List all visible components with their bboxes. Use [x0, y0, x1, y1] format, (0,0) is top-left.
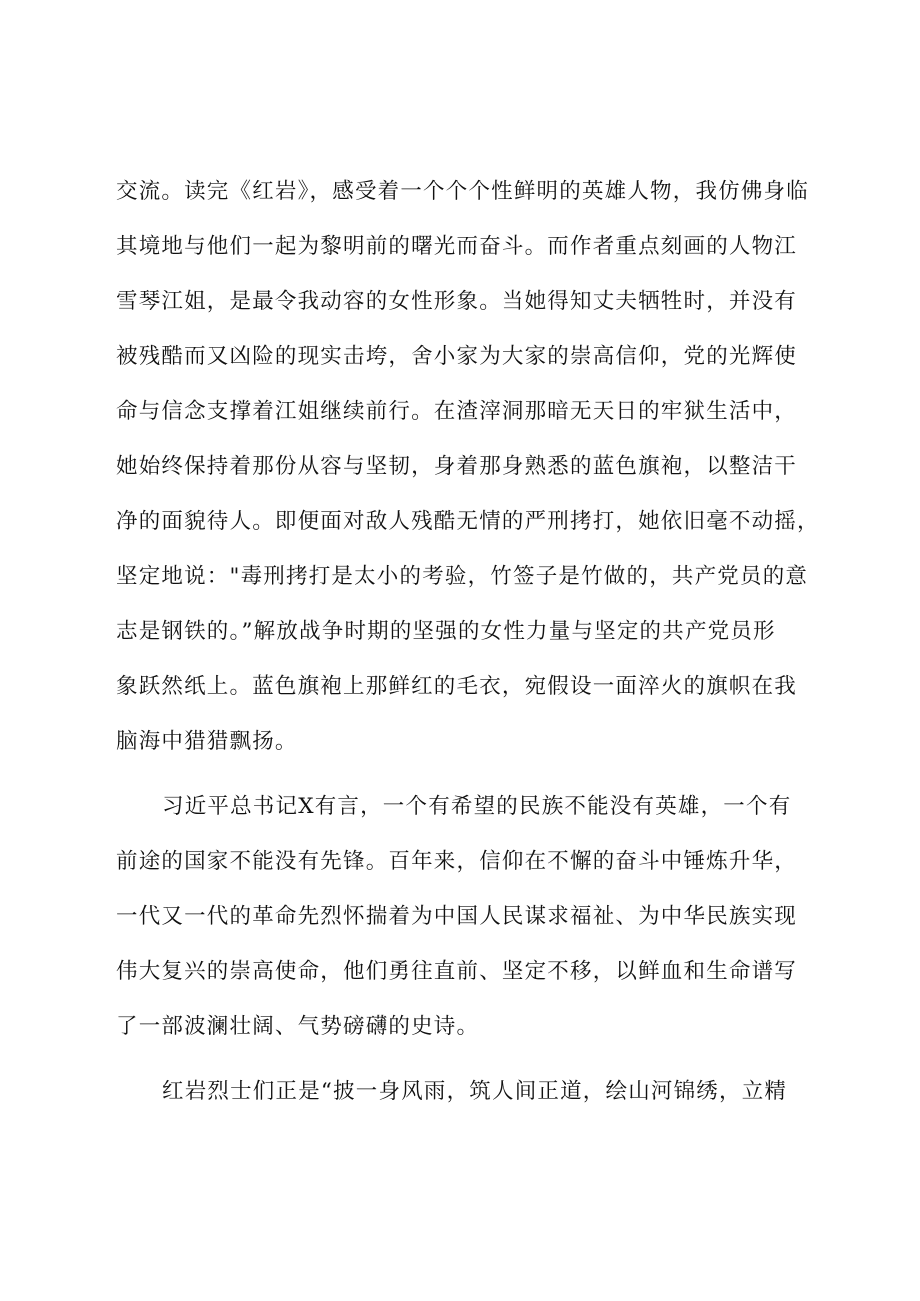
paragraph [116, 779, 826, 1054]
text-line: 了一部波澜壮阔、气势磅礴的史诗。 [116, 1014, 480, 1039]
text-line: 她始终保持着那份从容与坚韧，身着那身熟悉的蓝色旗袍，以整洁干 [116, 454, 798, 479]
text-line: 其境地与他们一起为黎明前的曙光而奋斗。而作者重点刻画的人物江 [116, 234, 798, 259]
text-line: 净的面貌待人。即便面对敌人残酷无情的严刑拷打，她依旧毫不动摇， [116, 509, 820, 534]
text-line: 伟大复兴的崇高使命，他们勇往直前、坚定不移，以鲜血和生命谱写 [116, 959, 798, 984]
text-line: 脑海中猎猎飘扬。 [116, 729, 298, 754]
text-line: 坚定地说："毒刑拷打是太小的考验，竹签子是竹做的，共产党员的意 [116, 564, 809, 589]
text-line: 被残酷而又凶险的现实击垮，舍小家为大家的崇高信仰，党的光辉使 [116, 344, 798, 369]
text-line: 志是钢铁的。”解放战争时期的坚强的女性力量与坚定的共产党员形 [116, 619, 776, 644]
paragraph-spacer [116, 1054, 826, 1064]
paragraph [116, 1064, 826, 1119]
paragraph-spacer [116, 769, 826, 779]
text-line: 前途的国家不能没有先锋。百年来，信仰在不懈的奋斗中锤炼升华， [116, 849, 798, 874]
text-line: 命与信念支撑着江姐继续前行。在渣滓洞那暗无天日的牢狱生活中， [116, 399, 798, 424]
text-line: 雪琴江姐，是最令我动容的女性形象。当她得知丈夫牺牲时，并没有 [116, 289, 798, 314]
text-line: 象跃然纸上。蓝色旗袍上那鲜红的毛衣，宛假设一面淬火的旗帜在我 [116, 674, 798, 699]
text-line: 习近平总书记X有言，一个有希望的民族不能没有英雄，一个有 [162, 794, 792, 819]
text-line: 交流。读完《红岩》，感受着一个个个性鲜明的英雄人物，我仿佛身临 [116, 179, 809, 204]
document-body [116, 164, 826, 1119]
text-line: 红岩烈士们正是“披一身风雨，筑人间正道，绘山河锦绣，立精 [162, 1079, 788, 1104]
text-line: 一代又一代的革命先烈怀揣着为中国人民谋求福祉、为中华民族实现 [116, 904, 798, 929]
paragraph [116, 164, 826, 769]
